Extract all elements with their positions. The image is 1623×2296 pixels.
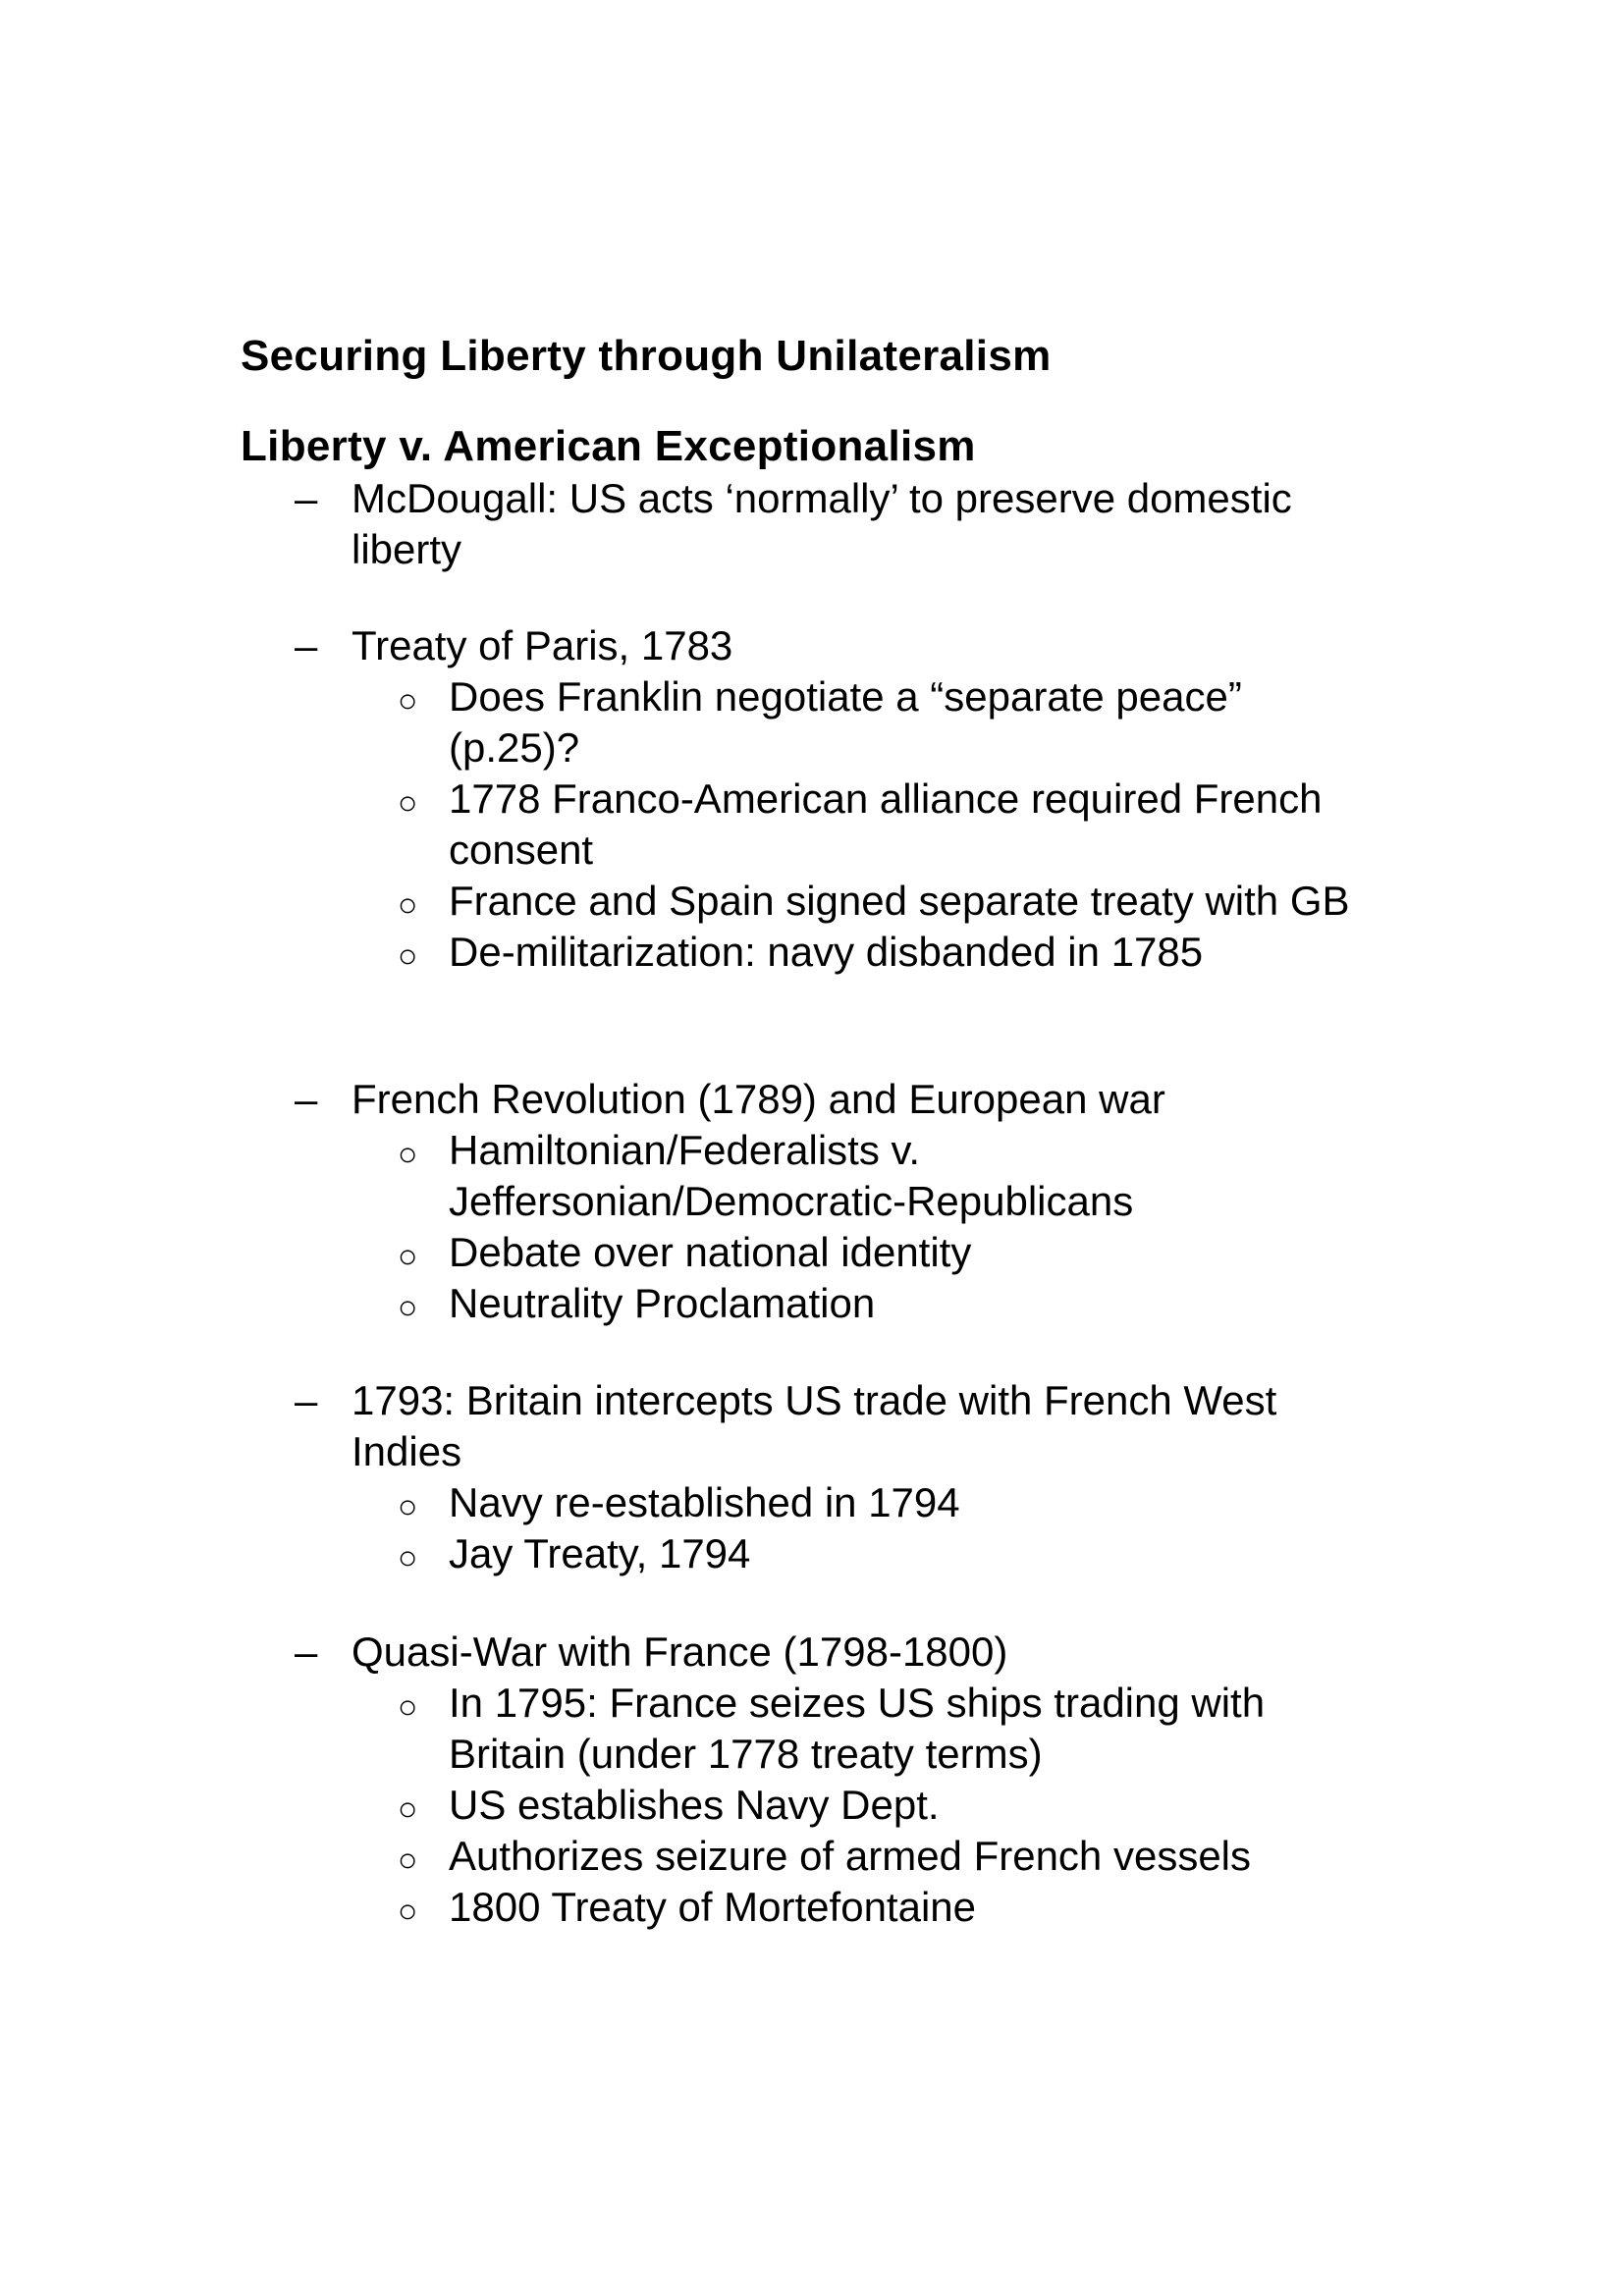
bullet-section-french-revolution <box>241 1074 1362 1329</box>
sub-list-item-text: US establishes Navy Dept. <box>449 1782 940 1828</box>
sub-list-item-text: Debate over national identity <box>449 1229 972 1275</box>
dash-bullet-icon: – <box>295 1076 318 1122</box>
sub-list-item <box>241 1831 1362 1882</box>
circle-bullet-icon: ○ <box>398 1136 418 1173</box>
list-item-text: French Revolution (1789) and European war <box>352 1076 1165 1122</box>
page-title: Securing Liberty through Unilateralism <box>241 332 1052 380</box>
list-item-text: McDougall: US acts ‘normally’ to preserve domestic liberty <box>352 475 1292 572</box>
sub-list-item-text: In 1795: France seizes US ships trading with Britain (under 1778 treaty terms) <box>449 1680 1266 1777</box>
list-item <box>241 1074 1362 1125</box>
section-heading: Liberty v. American Exceptionalism <box>241 422 976 470</box>
circle-bullet-icon: ○ <box>398 1289 418 1326</box>
list-item <box>241 620 1362 671</box>
sub-list-item <box>241 1882 1362 1933</box>
list-item <box>241 1627 1362 1678</box>
circle-bullet-icon: ○ <box>398 1842 418 1879</box>
circle-bullet-icon: ○ <box>398 1488 418 1525</box>
sub-list-item-text: Does Franklin negotiate a “separate peace” (p.25)? <box>449 673 1242 771</box>
circle-bullet-icon: ○ <box>398 784 418 822</box>
dash-bullet-icon: – <box>295 1629 318 1675</box>
sub-list-item <box>241 876 1362 927</box>
circle-bullet-icon: ○ <box>398 937 418 975</box>
dash-bullet-icon: – <box>295 1377 318 1423</box>
sub-list-item <box>241 774 1362 876</box>
bullet-section-treaty-of-paris <box>241 620 1362 978</box>
sub-list-item-text: Authorizes seizure of armed French vessels <box>449 1833 1252 1879</box>
circle-bullet-icon: ○ <box>398 1238 418 1275</box>
sub-list-item <box>241 1477 1362 1528</box>
sub-list-item <box>241 1227 1362 1278</box>
sub-list-item-text: Hamiltonian/Federalists v. Jeffersonian/Democratic-Republicans <box>449 1127 1134 1224</box>
sub-list-item-text: 1800 Treaty of Mortefontaine <box>449 1884 976 1930</box>
bullet-section-mcdougall <box>241 473 1362 575</box>
sub-list-item-text: 1778 Franco-American alliance required French consent <box>449 775 1323 873</box>
list-item-text: Quasi-War with France (1798-1800) <box>352 1629 1008 1675</box>
list-item-text: 1793: Britain intercepts US trade with French West Indies <box>352 1377 1277 1474</box>
dash-bullet-icon: – <box>295 622 318 668</box>
sub-list-item <box>241 927 1362 978</box>
dash-bullet-icon: – <box>295 475 318 521</box>
list-item <box>241 1375 1362 1477</box>
circle-bullet-icon: ○ <box>398 682 418 720</box>
sub-list-item <box>241 671 1362 774</box>
circle-bullet-icon: ○ <box>398 1790 418 1828</box>
sub-list-item <box>241 1678 1362 1780</box>
list-item <box>241 473 1362 575</box>
sub-list-item-text: Neutrality Proclamation <box>449 1280 876 1326</box>
sub-list-item-text: De-militarization: navy disbanded in 1785 <box>449 929 1204 975</box>
sub-list-item <box>241 1780 1362 1831</box>
circle-bullet-icon: ○ <box>398 1893 418 1930</box>
sub-list-item-text: Navy re-established in 1794 <box>449 1479 960 1525</box>
sub-list-item <box>241 1528 1362 1579</box>
bullet-section-quasi-war <box>241 1627 1362 1933</box>
sub-list-item <box>241 1278 1362 1329</box>
bullet-section-1793-britain <box>241 1375 1362 1579</box>
circle-bullet-icon: ○ <box>398 1539 418 1576</box>
circle-bullet-icon: ○ <box>398 1688 418 1726</box>
list-item-text: Treaty of Paris, 1783 <box>352 622 733 668</box>
sub-list-item-text: Jay Treaty, 1794 <box>449 1530 751 1576</box>
circle-bullet-icon: ○ <box>398 886 418 924</box>
sub-list-item <box>241 1125 1362 1227</box>
sub-list-item-text: France and Spain signed separate treaty with GB <box>449 878 1350 924</box>
